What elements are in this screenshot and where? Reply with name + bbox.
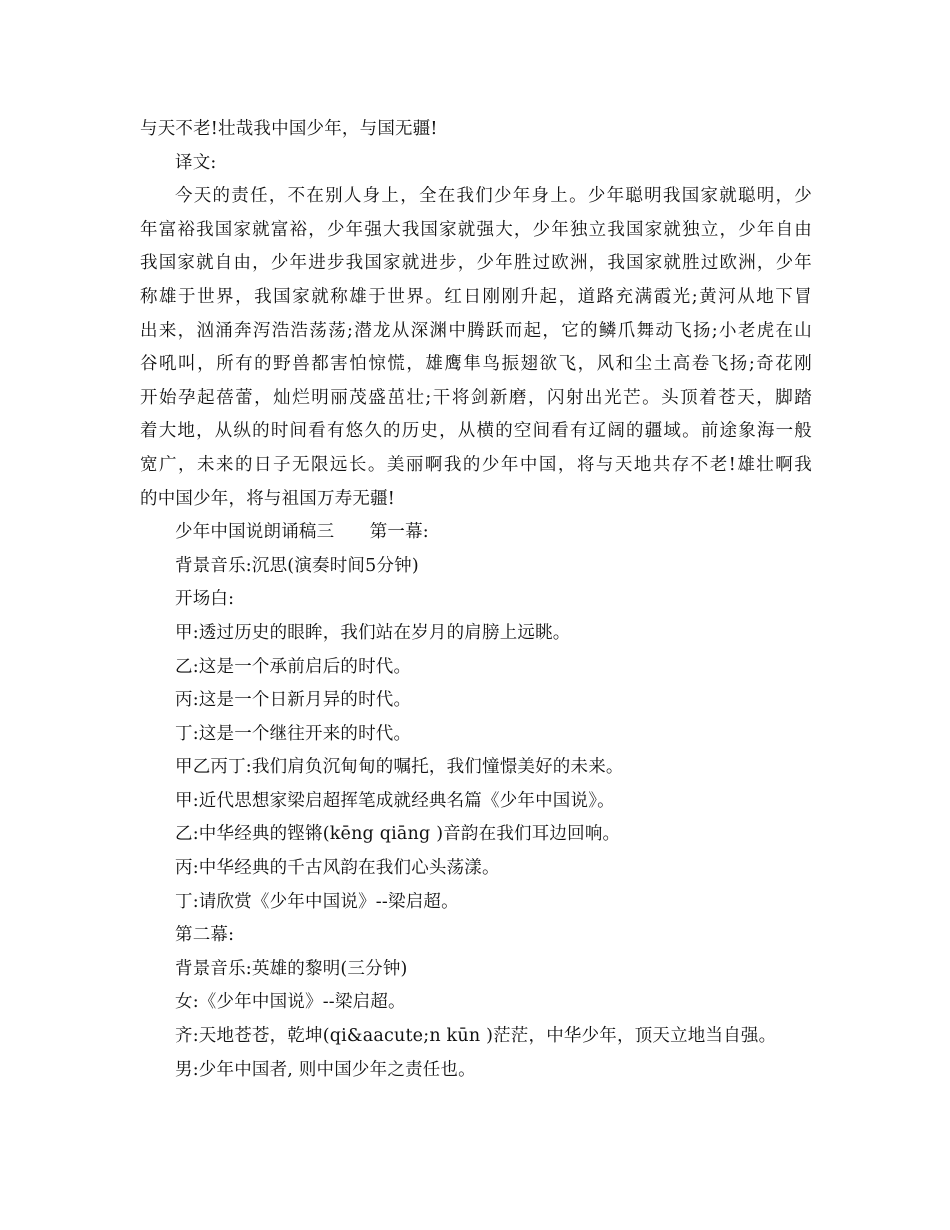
dialogue-line: 甲:近代思想家梁启超挥笔成就经典名篇《少年中国说》。: [175, 790, 615, 811]
text-line: 背景音乐:沉思(演奏时间5分钟): [175, 555, 419, 576]
dialogue-line: 女:《少年中国说》--梁启超。: [175, 992, 406, 1013]
paragraph-line: 出来，汹涌奔泻浩浩荡荡;潜龙从深渊中腾跃而起，它的鳞爪舞动飞扬;小老虎在山: [140, 320, 812, 341]
dialogue-line: 乙:中华经典的铿锵(kēng qiāng )音韵在我们耳边回响。: [175, 824, 621, 845]
paragraph-line: 开始孕起蓓蕾，灿烂明丽茂盛茁壮;干将剑新磨，闪射出光芒。头顶着苍天，脚踏: [140, 387, 812, 408]
text-line: 背景音乐:英雄的黎明(三分钟): [175, 958, 408, 979]
document-body: [140, 113, 812, 1087]
dialogue-line: 齐:天地苍苍，乾坤(qi&aacute;n kūn )茫茫，中华少年，顶天立地当自强。: [175, 1026, 777, 1047]
paragraph-line: 宽广，未来的日子无限远长。美丽啊我的少年中国，将与天地共存不老!雄壮啊我: [140, 454, 812, 475]
dialogue-line: 男:少年中国者, 则中国少年之责任也。: [175, 1059, 476, 1080]
paragraph-line: 今天的责任，不在别人身上，全在我们少年身上。少年聪明我国家就聪明，少: [175, 186, 812, 207]
paragraph-line: 的中国少年，将与祖国万寿无疆!: [140, 488, 396, 509]
dialogue-line: 丙:这是一个日新月异的时代。: [175, 690, 412, 711]
paragraph-line: 我国家就自由，少年进步我国家就进步，少年胜过欧洲，我国家就胜过欧洲，少年: [140, 253, 812, 274]
text-line: 与天不老!壮哉我中国少年，与国无疆!: [140, 119, 438, 139]
text-line: 开场白:: [175, 589, 235, 610]
paragraph-line: 称雄于世界，我国家就称雄于世界。红日刚刚升起，道路充满霞光;黄河从地下冒: [140, 286, 812, 307]
dialogue-line: 丁:请欣赏《少年中国说》--梁启超。: [175, 891, 459, 912]
dialogue-line: 甲乙丙丁:我们肩负沉甸甸的嘱托，我们憧憬美好的未来。: [175, 757, 624, 778]
dialogue-line: 丁:这是一个继往开来的时代。: [175, 723, 412, 744]
section-heading: 第二幕:: [175, 925, 235, 946]
paragraph-line: 着大地，从纵的时间看有悠久的历史，从横的空间看有辽阔的疆域。前途象海一般: [140, 421, 812, 442]
dialogue-line: 甲:透过历史的眼眸，我们站在岁月的肩膀上远眺。: [175, 622, 571, 643]
dialogue-line: 乙:这是一个承前启后的时代。: [175, 656, 412, 677]
section-heading: 少年中国说朗诵稿三 第一幕:: [175, 522, 429, 543]
text-line: 译文:: [175, 152, 217, 173]
paragraph-line: 谷吼叫，所有的野兽都害怕惊慌，雄鹰隼鸟振翅欲飞，风和尘土高卷飞扬;奇花刚: [140, 354, 812, 375]
paragraph-line: 年富裕我国家就富裕，少年强大我国家就强大，少年独立我国家就独立，少年自由: [140, 219, 812, 240]
dialogue-line: 丙:中华经典的千古风韵在我们心头荡漾。: [175, 858, 500, 879]
